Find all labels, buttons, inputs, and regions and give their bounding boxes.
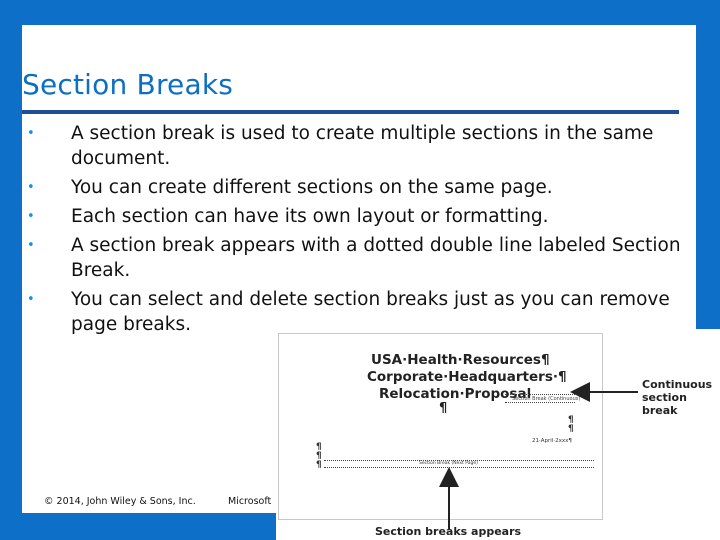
callout-section-breaks: Section breaks appears	[375, 525, 522, 538]
doc-line-4: ¶	[439, 401, 448, 416]
pilcrow-mark: ¶	[316, 442, 322, 452]
bullet-dot-icon: •	[27, 292, 35, 307]
bullet-item: • A section break is used to create multiple sections in the same document.	[27, 123, 654, 169]
bullet-dot-icon: •	[27, 209, 35, 224]
continuous-break-label: Section Break (Continuous)	[512, 396, 581, 402]
bullet-item: • Each section can have its own layout or formatting.	[27, 206, 549, 227]
callout-arrows	[276, 329, 720, 540]
title-underline	[22, 110, 679, 114]
doc-date: 21·April·2xxx¶	[532, 438, 572, 444]
bullet-dot-icon: •	[27, 126, 35, 141]
bullet-item: • You can select and delete section breaks just as you can remove page breaks.	[27, 289, 670, 335]
doc-line-2: Corporate·Headquarters·¶	[367, 369, 567, 385]
footer-course: Microsoft	[228, 496, 272, 507]
callout-continuous: Continuous section break	[642, 378, 713, 417]
pilcrow-mark: ¶	[568, 424, 574, 434]
pilcrow-mark: ¶	[568, 415, 574, 425]
pilcrow-mark: ¶	[316, 451, 322, 461]
bullet-dot-icon: •	[27, 238, 35, 253]
bullet-dot-icon: •	[27, 180, 35, 195]
bullet-item: • A section break appears with a dotted double line labeled Section Break.	[27, 235, 681, 281]
page-break-label: Section Break (Next Page)	[419, 461, 478, 466]
doc-line-3: Relocation·Proposal	[379, 386, 532, 402]
doc-line-1: USA·Health·Resources¶	[371, 352, 550, 368]
footer-copyright: © 2014, John Wiley & Sons, Inc.	[44, 496, 196, 507]
bullet-list	[27, 121, 687, 341]
word-screenshot	[276, 329, 720, 540]
bullet-item: • You can create different sections on the same page.	[27, 177, 553, 198]
slide-title: Section Breaks	[22, 68, 234, 101]
pilcrow-mark: ¶	[316, 460, 322, 470]
